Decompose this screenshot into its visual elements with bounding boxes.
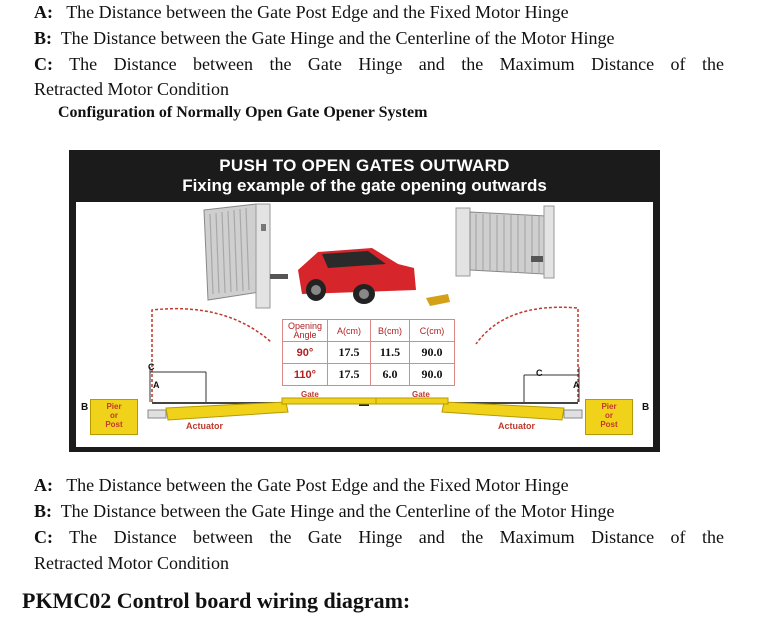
table-cell: 90.0 [410,364,455,386]
pier-text: Pier [106,402,122,411]
top-definition-b [34,26,734,50]
pier-text: or [110,411,118,420]
def-text: The Distance between the Gate Post Edge and the Fixed Motor Hinge [66,2,569,22]
pier-text: Pier [601,402,617,411]
top-definition-c-cont: Retracted Motor Condition [34,79,229,99]
table-header: A(cm) [328,320,371,342]
dim-a-right: A [573,380,580,390]
dim-c-left: C [148,362,155,372]
def-key: C: [34,527,53,547]
right-actuator [376,398,582,420]
section-heading: PKMC02 Control board wiring diagram: [22,588,411,613]
def-text: The Distance between the Gate Hinge and the Maximum Distance of the [69,54,724,74]
left-gate-illustration [204,204,288,308]
diagram-subtitle: Fixing example of the gate opening outwards [182,176,547,195]
def-key: A: [34,2,53,22]
dim-c-right: C [536,368,543,378]
car-illustration [298,248,450,306]
dimension-table [282,319,455,386]
table-row [283,364,455,386]
def-text: The Distance between the Gate Post Edge and the Fixed Motor Hinge [66,475,569,495]
bottom-definition-b [34,499,734,523]
table-cell: 17.5 [328,342,371,364]
def-key: B: [34,501,52,521]
def-key: B: [34,28,52,48]
table-cell: 110° [283,364,328,386]
dim-a-left: A [153,380,160,390]
bottom-definition-c-cont: Retracted Motor Condition [34,553,229,573]
table-header-row [283,320,455,342]
actuator-label-right: Actuator [498,421,536,431]
bottom-definition-c [34,525,724,549]
diagram-title: PUSH TO OPEN GATES OUTWARD [219,156,510,175]
right-swing-arc [476,307,578,402]
pier-text: Post [105,420,123,429]
table-header: Opening Angle [283,320,328,342]
table-cell: 17.5 [328,364,371,386]
def-text: The Distance between the Gate Hinge and the Centerline of the Motor Hinge [60,501,615,521]
top-definition-a [34,0,734,24]
pier-left [90,399,138,435]
gate-label-left: Gate [301,390,319,399]
top-definition-c [34,52,724,76]
diagram-panel [76,202,653,447]
def-text: The Distance between the Gate Hinge and the Maximum Distance of the [69,527,724,547]
table-row [283,342,455,364]
table-cell: 11.5 [371,342,410,364]
table-cell: 6.0 [371,364,410,386]
def-key: C: [34,54,53,74]
gate-label-right: Gate [412,390,430,399]
dim-b-left: B [81,402,89,413]
right-gate-illustration [456,206,554,278]
config-heading: Configuration of Normally Open Gate Opener System [58,104,428,121]
dim-b-right: B [642,402,650,413]
left-actuator [148,398,382,420]
pier-right [585,399,633,435]
pier-text: Post [600,420,618,429]
actuator-label-left: Actuator [186,421,224,431]
table-cell: 90.0 [410,342,455,364]
table-cell: 90° [283,342,328,364]
gate-diagram [69,150,660,452]
def-text: The Distance between the Gate Hinge and the Centerline of the Motor Hinge [60,28,615,48]
pier-text: or [605,411,613,420]
bottom-definition-a [34,473,734,497]
table-header: B(cm) [371,320,410,342]
table-header: C(cm) [410,320,455,342]
def-key: A: [34,475,53,495]
left-swing-arc [152,309,271,402]
